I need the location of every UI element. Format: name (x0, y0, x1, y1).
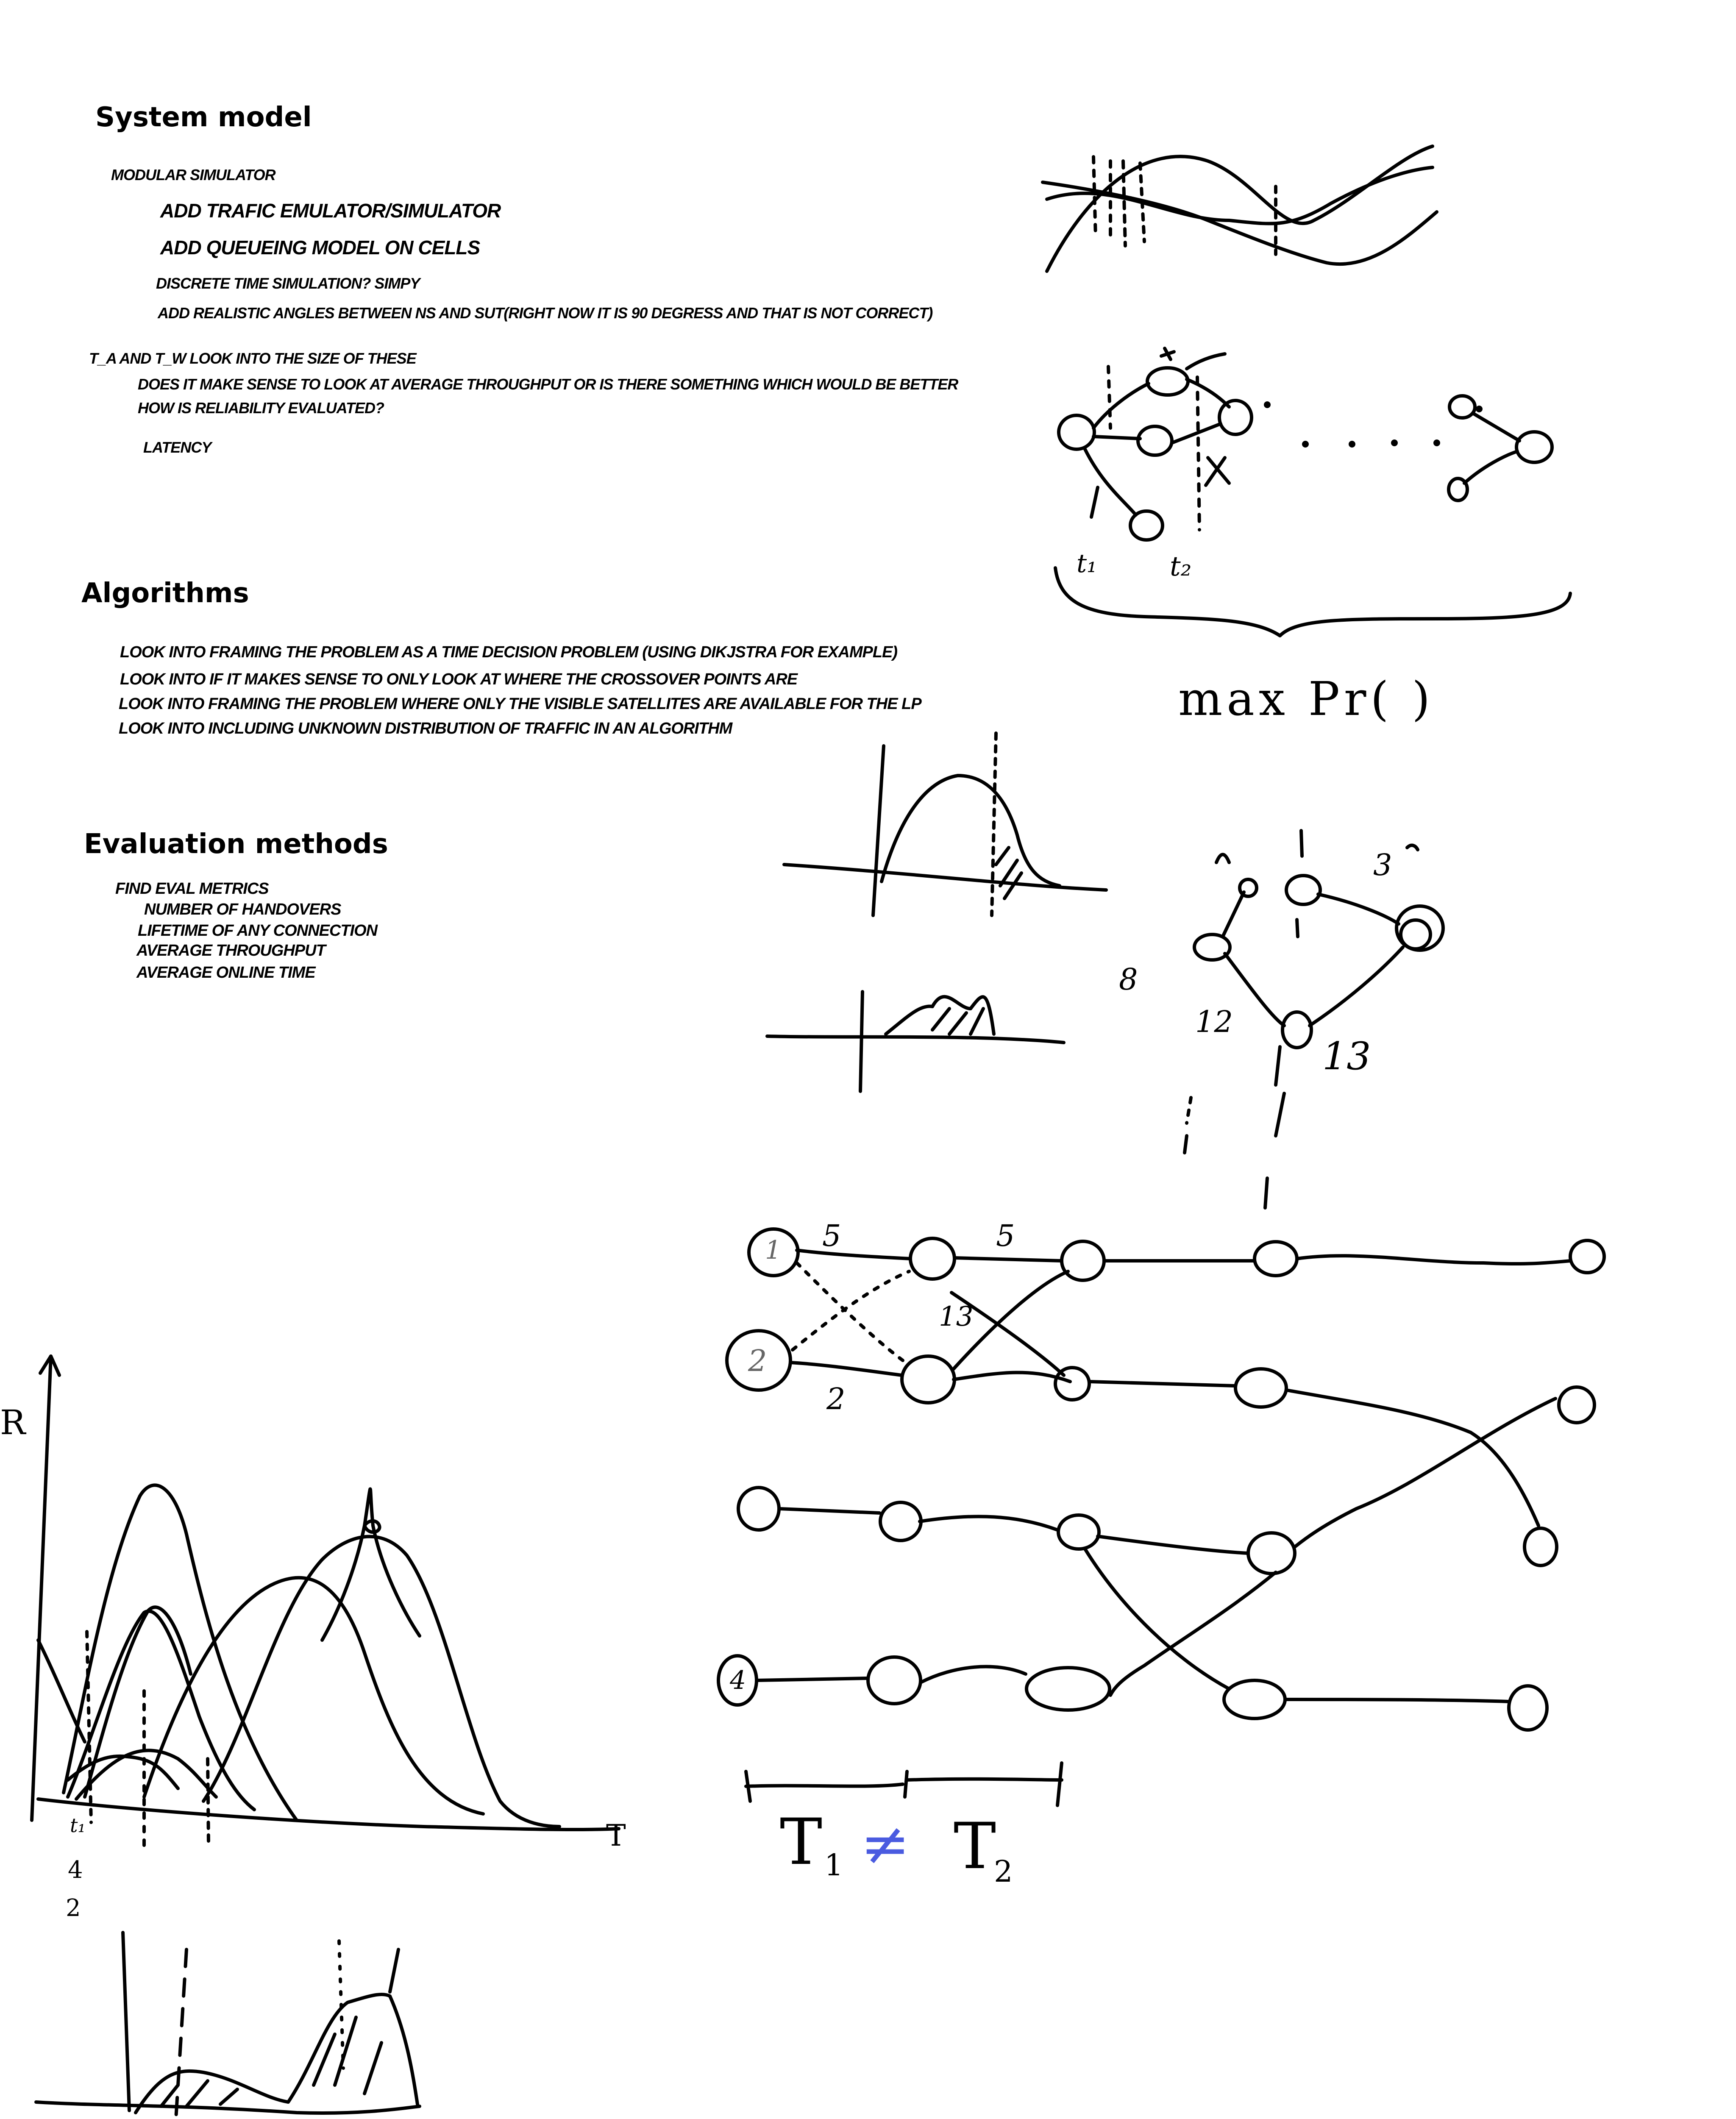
label-edge-13: 13 (939, 1301, 974, 1332)
satellite-graph-sketch (1055, 348, 1570, 636)
time-expanded-graph (718, 1229, 1604, 1805)
label-T1-sub: 1 (824, 1848, 843, 1883)
label-node-4: 4 (730, 1666, 746, 1695)
colored-distribution-plot (32, 1356, 619, 1848)
label-not-equal: ≠ (860, 1810, 910, 1879)
label-t2: t₂ (1170, 551, 1192, 582)
label-weight-12: 12 (1195, 1004, 1233, 1039)
note-lifetime-of-connection: LIFETIME OF ANY CONNECTION (138, 922, 378, 940)
note-unknown-distribution: LOOK INTO INCLUDING UNKNOWN DISTRIBUTION OF TRAFFIC IN AN ALGORITHM (119, 720, 732, 737)
note-add-trafic-emulator: ADD TRAFIC EMULATOR/SIMULATOR (160, 200, 501, 222)
label-axis-t1: t₁ (70, 1814, 86, 1837)
note-reliability: HOW IS RELIABILITY EVALUATED? (138, 399, 384, 417)
label-edge-2: 2 (826, 1382, 846, 1416)
label-weight-3: 3 (1373, 848, 1392, 882)
label-axis-t: T (606, 1818, 626, 1853)
note-add-queueing-model: ADD QUEUEING MODEL ON CELLS (160, 236, 480, 259)
curve-orange (203, 1537, 559, 1827)
note-crossover-points: LOOK INTO IF IT MAKES SENSE TO ONLY LOOK AT WHERE THE CROSSOVER POINTS ARE (120, 670, 798, 688)
label-T2-sub: 2 (994, 1854, 1013, 1889)
note-average-online-time: AVERAGE ONLINE TIME (136, 964, 315, 982)
label-max-pr: max Pr( ) (1178, 672, 1435, 726)
curve-red (64, 1485, 297, 1820)
curve-blue (144, 1578, 483, 1814)
distribution-plots-sketch (767, 733, 1106, 1091)
label-node-1: 1 (765, 1235, 782, 1265)
note-latency: LATENCY (143, 439, 211, 456)
label-edge-5a: 5 (822, 1218, 841, 1253)
label-node-2: 2 (748, 1343, 767, 1378)
note-discrete-time-simulation: DISCRETE TIME SIMULATION? SIMPY (156, 275, 420, 292)
note-realistic-angles: ADD REALISTIC ANGLES BETWEEN NS AND SUT(RIGHT NOW IT IS 90 DEGRESS AND THAT IS NOT CORRECT) (158, 304, 933, 322)
label-axis-r: R (0, 1403, 26, 1442)
note-modular-simulator: MODULAR SIMULATOR (111, 166, 275, 184)
note-average-throughput: DOES IT MAKE SENSE TO LOOK AT AVERAGE THROUGHPUT OR IS THERE SOMETHING WHICH WOULD BE BETTER (138, 375, 958, 393)
note-average-throughput-metric: AVERAGE THROUGHPUT (136, 942, 326, 959)
note-find-eval-metrics: FIND EVAL METRICS (115, 880, 269, 898)
label-weight-8: 8 (1119, 962, 1138, 997)
curve-green-small (68, 1756, 178, 1788)
shaded-area-plots (32, 1933, 449, 2119)
note-visible-satellites: LOOK INTO FRAMING THE PROBLEM WHERE ONLY THE VISIBLE SATELLITES ARE AVAILABLE FOR THE LP (119, 695, 921, 713)
label-weight-13: 13 (1322, 1034, 1371, 1079)
label-T1: T (780, 1805, 823, 1879)
note-ta-tw-size: T_A AND T_W LOOK INTO THE SIZE OF THESE (89, 350, 416, 367)
note-time-decision-problem: LOOK INTO FRAMING THE PROBLEM AS A TIME DECISION PROBLEM (USING DIKJSTRA FOR EXAMPLE) (120, 643, 898, 661)
curve-brown (322, 1489, 420, 1640)
label-T2: T (954, 1810, 996, 1883)
label-edge-5b: 5 (996, 1218, 1015, 1253)
crossing-curves-sketch (1043, 146, 1437, 271)
curve-lavender (38, 1640, 85, 1742)
label-t1: t₁ (1077, 549, 1097, 578)
algorithms-heading: Algorithms (81, 578, 249, 609)
label-num-2: 2 (66, 1894, 81, 1922)
evaluation-heading: Evaluation methods (84, 829, 388, 860)
note-number-of-handovers: NUMBER OF HANDOVERS (144, 901, 341, 918)
label-num-4: 4 (68, 1856, 83, 1884)
system-model-heading: System model (95, 102, 312, 133)
